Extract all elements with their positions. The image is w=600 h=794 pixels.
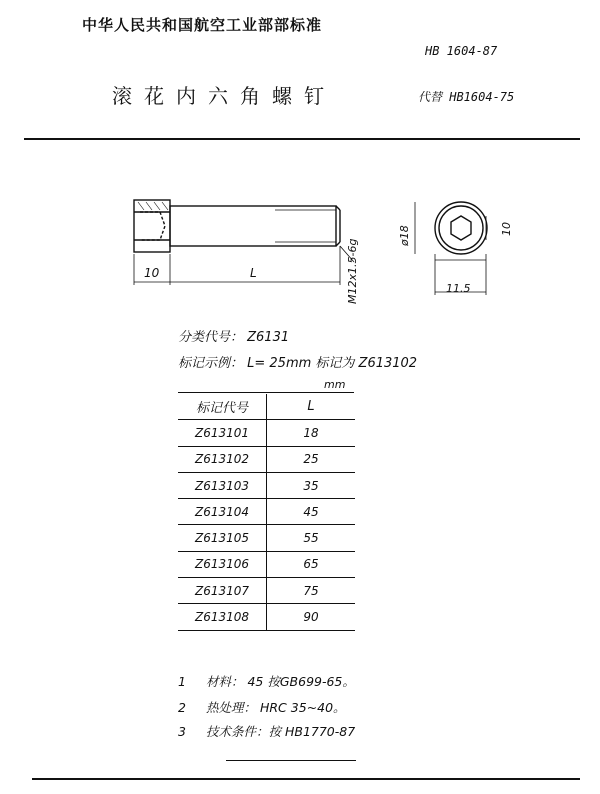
table-row bbox=[178, 420, 355, 446]
note-number: 1 bbox=[178, 674, 186, 689]
marking-code-cell: Z613101 bbox=[178, 420, 267, 446]
replaces-standard: 代替 HB1604-75 bbox=[418, 90, 515, 104]
footer-rule bbox=[32, 778, 580, 780]
marking-code-cell: Z613106 bbox=[178, 551, 267, 577]
note-text: 材料： 45 按GB699-65。 bbox=[206, 674, 355, 689]
header-length: L bbox=[267, 394, 356, 420]
table-top-rule bbox=[178, 392, 354, 393]
length-cell: 90 bbox=[267, 604, 356, 630]
dim-bottom: 11.5 bbox=[446, 282, 471, 295]
dim-hex: 10 bbox=[500, 222, 513, 236]
class-code: 分类代号： Z6131 bbox=[178, 330, 290, 345]
note-number: 3 bbox=[178, 724, 186, 739]
length-cell: 65 bbox=[267, 551, 356, 577]
length-cell: 75 bbox=[267, 578, 356, 604]
length-cell: 35 bbox=[267, 472, 356, 498]
note-3 bbox=[178, 722, 355, 740]
table-row bbox=[178, 604, 355, 630]
marking-code-cell: Z613107 bbox=[178, 578, 267, 604]
marking-code-cell: Z613108 bbox=[178, 604, 267, 630]
table-row bbox=[178, 499, 355, 525]
table-row bbox=[178, 472, 355, 498]
header-marking-code: 标记代号 bbox=[178, 394, 267, 420]
standard-number: HB 1604-87 bbox=[425, 44, 498, 58]
document-title: 滚花内六角螺钉 bbox=[112, 84, 336, 108]
footer-short-rule bbox=[226, 760, 356, 761]
marking-code-cell: Z613102 bbox=[178, 446, 267, 472]
note-2 bbox=[178, 698, 346, 716]
length-cell: 18 bbox=[267, 420, 356, 446]
table-header-row bbox=[178, 394, 355, 420]
note-text: 技术条件：按 HB1770-87 bbox=[206, 724, 356, 739]
marking-code-cell: Z613104 bbox=[178, 499, 267, 525]
marking-example: 标记示例： L= 25mm 标记为 Z613102 bbox=[178, 356, 418, 371]
table-row bbox=[178, 578, 355, 604]
marking-code-cell: Z613105 bbox=[178, 525, 267, 551]
dim-head-length: 10 bbox=[144, 266, 160, 280]
table-row bbox=[178, 551, 355, 577]
length-cell: 45 bbox=[267, 499, 356, 525]
length-cell: 25 bbox=[267, 446, 356, 472]
organization-title: 中华人民共和国航空工业部部标准 bbox=[82, 16, 323, 34]
header-rule bbox=[24, 138, 580, 140]
dim-diameter: ø18 bbox=[398, 225, 411, 246]
table-row bbox=[178, 446, 355, 472]
dim-thread: M12x1.5-6g bbox=[346, 238, 359, 304]
dim-length: L bbox=[250, 266, 257, 280]
note-number: 2 bbox=[178, 700, 186, 715]
spec-table bbox=[178, 394, 355, 631]
note-text: 热处理： HRC 35~40。 bbox=[206, 700, 346, 715]
note-1 bbox=[178, 672, 355, 690]
marking-code-cell: Z613103 bbox=[178, 472, 267, 498]
table-unit: mm bbox=[324, 378, 346, 391]
table-row bbox=[178, 525, 355, 551]
length-cell: 55 bbox=[267, 525, 356, 551]
